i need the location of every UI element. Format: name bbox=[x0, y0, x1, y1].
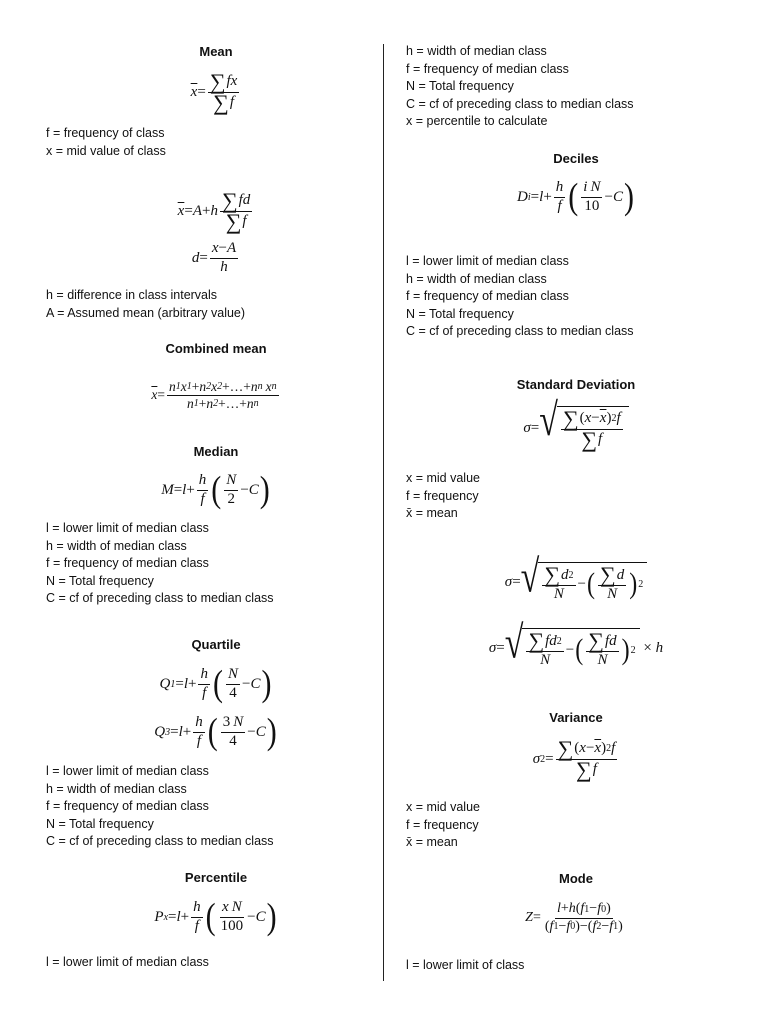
std-dev-scaled-formula: σ = √ ∑ fd 2 N − ( ∑ fd N ) 2 × h bbox=[488, 618, 664, 669]
legend-line: x̄ = mean bbox=[406, 506, 458, 521]
legend-line: f = frequency of median class bbox=[46, 556, 209, 571]
legend-line: x = mid value bbox=[406, 800, 480, 814]
q1-formula: Q 1 = l + $\frac{h}{f}$ ( $\frac{N}{4}$ − C ) bbox=[159, 662, 272, 704]
legend-line: A = Assumed mean (arbitrary value) bbox=[46, 305, 246, 320]
median-formula: M = l + $\frac{h}{f}$ ( $\frac{N}{2}$ − C ) bbox=[161, 468, 270, 510]
legend-line: h = difference in class intervals bbox=[46, 288, 218, 302]
median-heading: Median bbox=[193, 444, 239, 459]
legend-line: N = Total frequency bbox=[46, 816, 154, 831]
assumed-mean-formula: $\overline{x}$ = A + h ∑ fd ∑ f bbox=[177, 187, 251, 234]
legend-line: f = frequency bbox=[406, 488, 479, 503]
percentile-formula: P x = l + $\frac{h}{f}$ ( x N 100 − C ) bbox=[154, 895, 277, 937]
legend-line: l = lower limit of median class bbox=[46, 764, 209, 778]
deviation-formula: d = x − A h bbox=[191, 240, 237, 275]
q3-formula: Q 3 = l + $\frac{h}{f}$ ( 3 N 4 − C ) bbox=[154, 710, 277, 752]
legend-line: l = lower limit of median class bbox=[46, 521, 209, 535]
legend-line: f = frequency of median class bbox=[406, 61, 569, 76]
variance-formula: σ 2 = ∑ ( x − $\overline{x}$ ) 2 f ∑ f bbox=[532, 735, 616, 782]
percentile-legend bbox=[46, 954, 386, 972]
legend-line: f = frequency of median class bbox=[406, 289, 569, 304]
legend-line: l = lower limit of median class bbox=[406, 254, 569, 268]
variance-heading: Variance bbox=[549, 710, 603, 725]
quartile-heading: Quartile bbox=[191, 637, 241, 652]
mode-legend bbox=[406, 957, 746, 975]
median-legend bbox=[46, 520, 386, 608]
legend-line: C = cf of preceding class to median class bbox=[46, 834, 274, 849]
legend-line: x̄ = mean bbox=[406, 835, 458, 850]
legend-line: N = Total frequency bbox=[406, 306, 514, 321]
deciles-legend bbox=[406, 253, 746, 341]
mode-heading: Mode bbox=[559, 871, 593, 886]
legend-line: h = width of median class bbox=[406, 271, 547, 286]
deciles-formula: D i = l + $\frac{h}{f}$ ( i N 10 − C ) bbox=[517, 175, 634, 217]
legend-line: f = frequency of class bbox=[46, 126, 165, 140]
std-dev-step-deviation-formula: σ = √ ∑ d 2 N − ( ∑ d N ) 2 bbox=[406, 557, 746, 609]
legend-line: C = cf of preceding class to median class bbox=[406, 96, 634, 111]
legend-line: f = frequency of median class bbox=[46, 799, 209, 814]
std-dev-formula: σ = √ ∑ ( x − $\overline{x}$ ) 2 f ∑ f bbox=[406, 401, 746, 455]
legend-line: h = width of median class bbox=[406, 44, 547, 58]
mean-legend bbox=[46, 125, 386, 160]
legend-line: N = Total frequency bbox=[46, 573, 154, 588]
percentile-legend-continued bbox=[406, 43, 746, 131]
percentile-heading: Percentile bbox=[184, 870, 248, 885]
legend-line: N = Total frequency bbox=[406, 79, 514, 94]
mean-formula: $\overline{x}$ = ∑ fx ∑ f bbox=[190, 68, 238, 115]
combined-mean-heading: Combined mean bbox=[165, 341, 267, 356]
legend-line: l = lower limit of median class bbox=[46, 955, 209, 969]
deciles-heading: Deciles bbox=[553, 151, 599, 166]
std-dev-legend bbox=[406, 470, 746, 523]
legend-line: h = width of median class bbox=[46, 781, 187, 796]
legend-line: x = percentile to calculate bbox=[406, 114, 548, 129]
legend-line: f = frequency bbox=[406, 817, 479, 832]
legend-line: h = width of median class bbox=[46, 538, 187, 553]
legend-line: C = cf of preceding class to median class bbox=[46, 591, 274, 606]
combined-mean-formula: $\overline{x}$ = n 1 x 1 + n 2 x 2 +…+ n n x n n 1 + n 2 +…+ n n bbox=[151, 378, 277, 411]
mode-formula: Z = l + h ( f 1 − f 0 ) ( f 1 − f 0 )−( f 2 − f 1 ) bbox=[525, 901, 623, 934]
legend-line: x = mid value of class bbox=[46, 143, 166, 158]
legend-line: C = cf of preceding class to median class bbox=[406, 324, 634, 339]
assumed-mean-legend bbox=[46, 287, 386, 322]
variance-legend bbox=[406, 799, 746, 852]
legend-line: x = mid value bbox=[406, 471, 480, 485]
quartile-legend bbox=[46, 763, 386, 851]
legend-line: l = lower limit of class bbox=[406, 958, 525, 972]
std-dev-heading: Standard Deviation bbox=[516, 377, 636, 392]
mean-heading: Mean bbox=[199, 44, 233, 59]
